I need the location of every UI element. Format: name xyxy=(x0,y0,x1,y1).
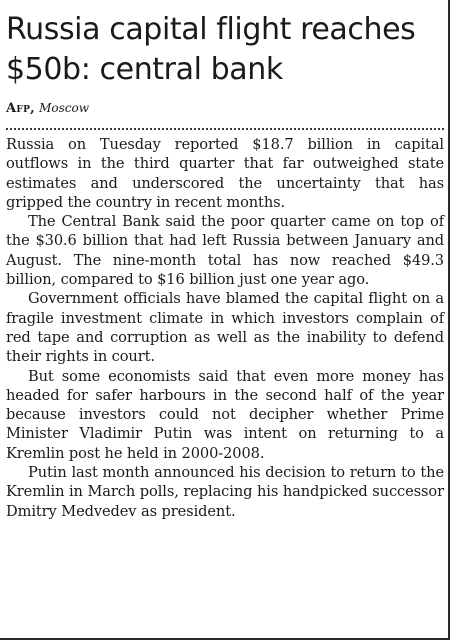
article-paragraph: Putin last month announced his decision to return to the Kremlin in March polls, replacing his handpicked successor Dmitry Medvedev as president. xyxy=(6,464,444,520)
byline-agency: Afp, xyxy=(6,101,35,116)
byline-dateline: Moscow xyxy=(39,101,90,115)
article-paragraph: The Central Bank said the poor quarter came on top of the $30.6 billion that had left Russia between January and August. The nine-month total has now reached $49.3 billion, compared to $16 billion just one year ago. xyxy=(6,213,444,289)
article-paragraph: Russia on Tuesday reported $18.7 billion in capital outflows in the third quarter that far outweighed state estimates and underscored the uncertainty that has gripped the country in recent months. xyxy=(6,136,444,211)
article-paragraph: But some economists said that even more money has headed for safer harbours in the second half of the year because investors could not decipher whether Prime Minister Vladimir Putin was intent on returning to a Kremlin post he held in 2000-2008. xyxy=(6,367,444,462)
dotted-divider xyxy=(6,128,444,130)
article-byline xyxy=(6,100,444,117)
article-paragraph: Government officials have blamed the capital flight on a fragile investment climate in which investors complain of red tape and corruption as well as the inability to defend their rights in court. xyxy=(6,290,444,366)
news-article xyxy=(6,8,444,521)
article-headline: Russia capital flight reaches $50b: central bank xyxy=(6,12,416,87)
article-body xyxy=(6,135,444,521)
